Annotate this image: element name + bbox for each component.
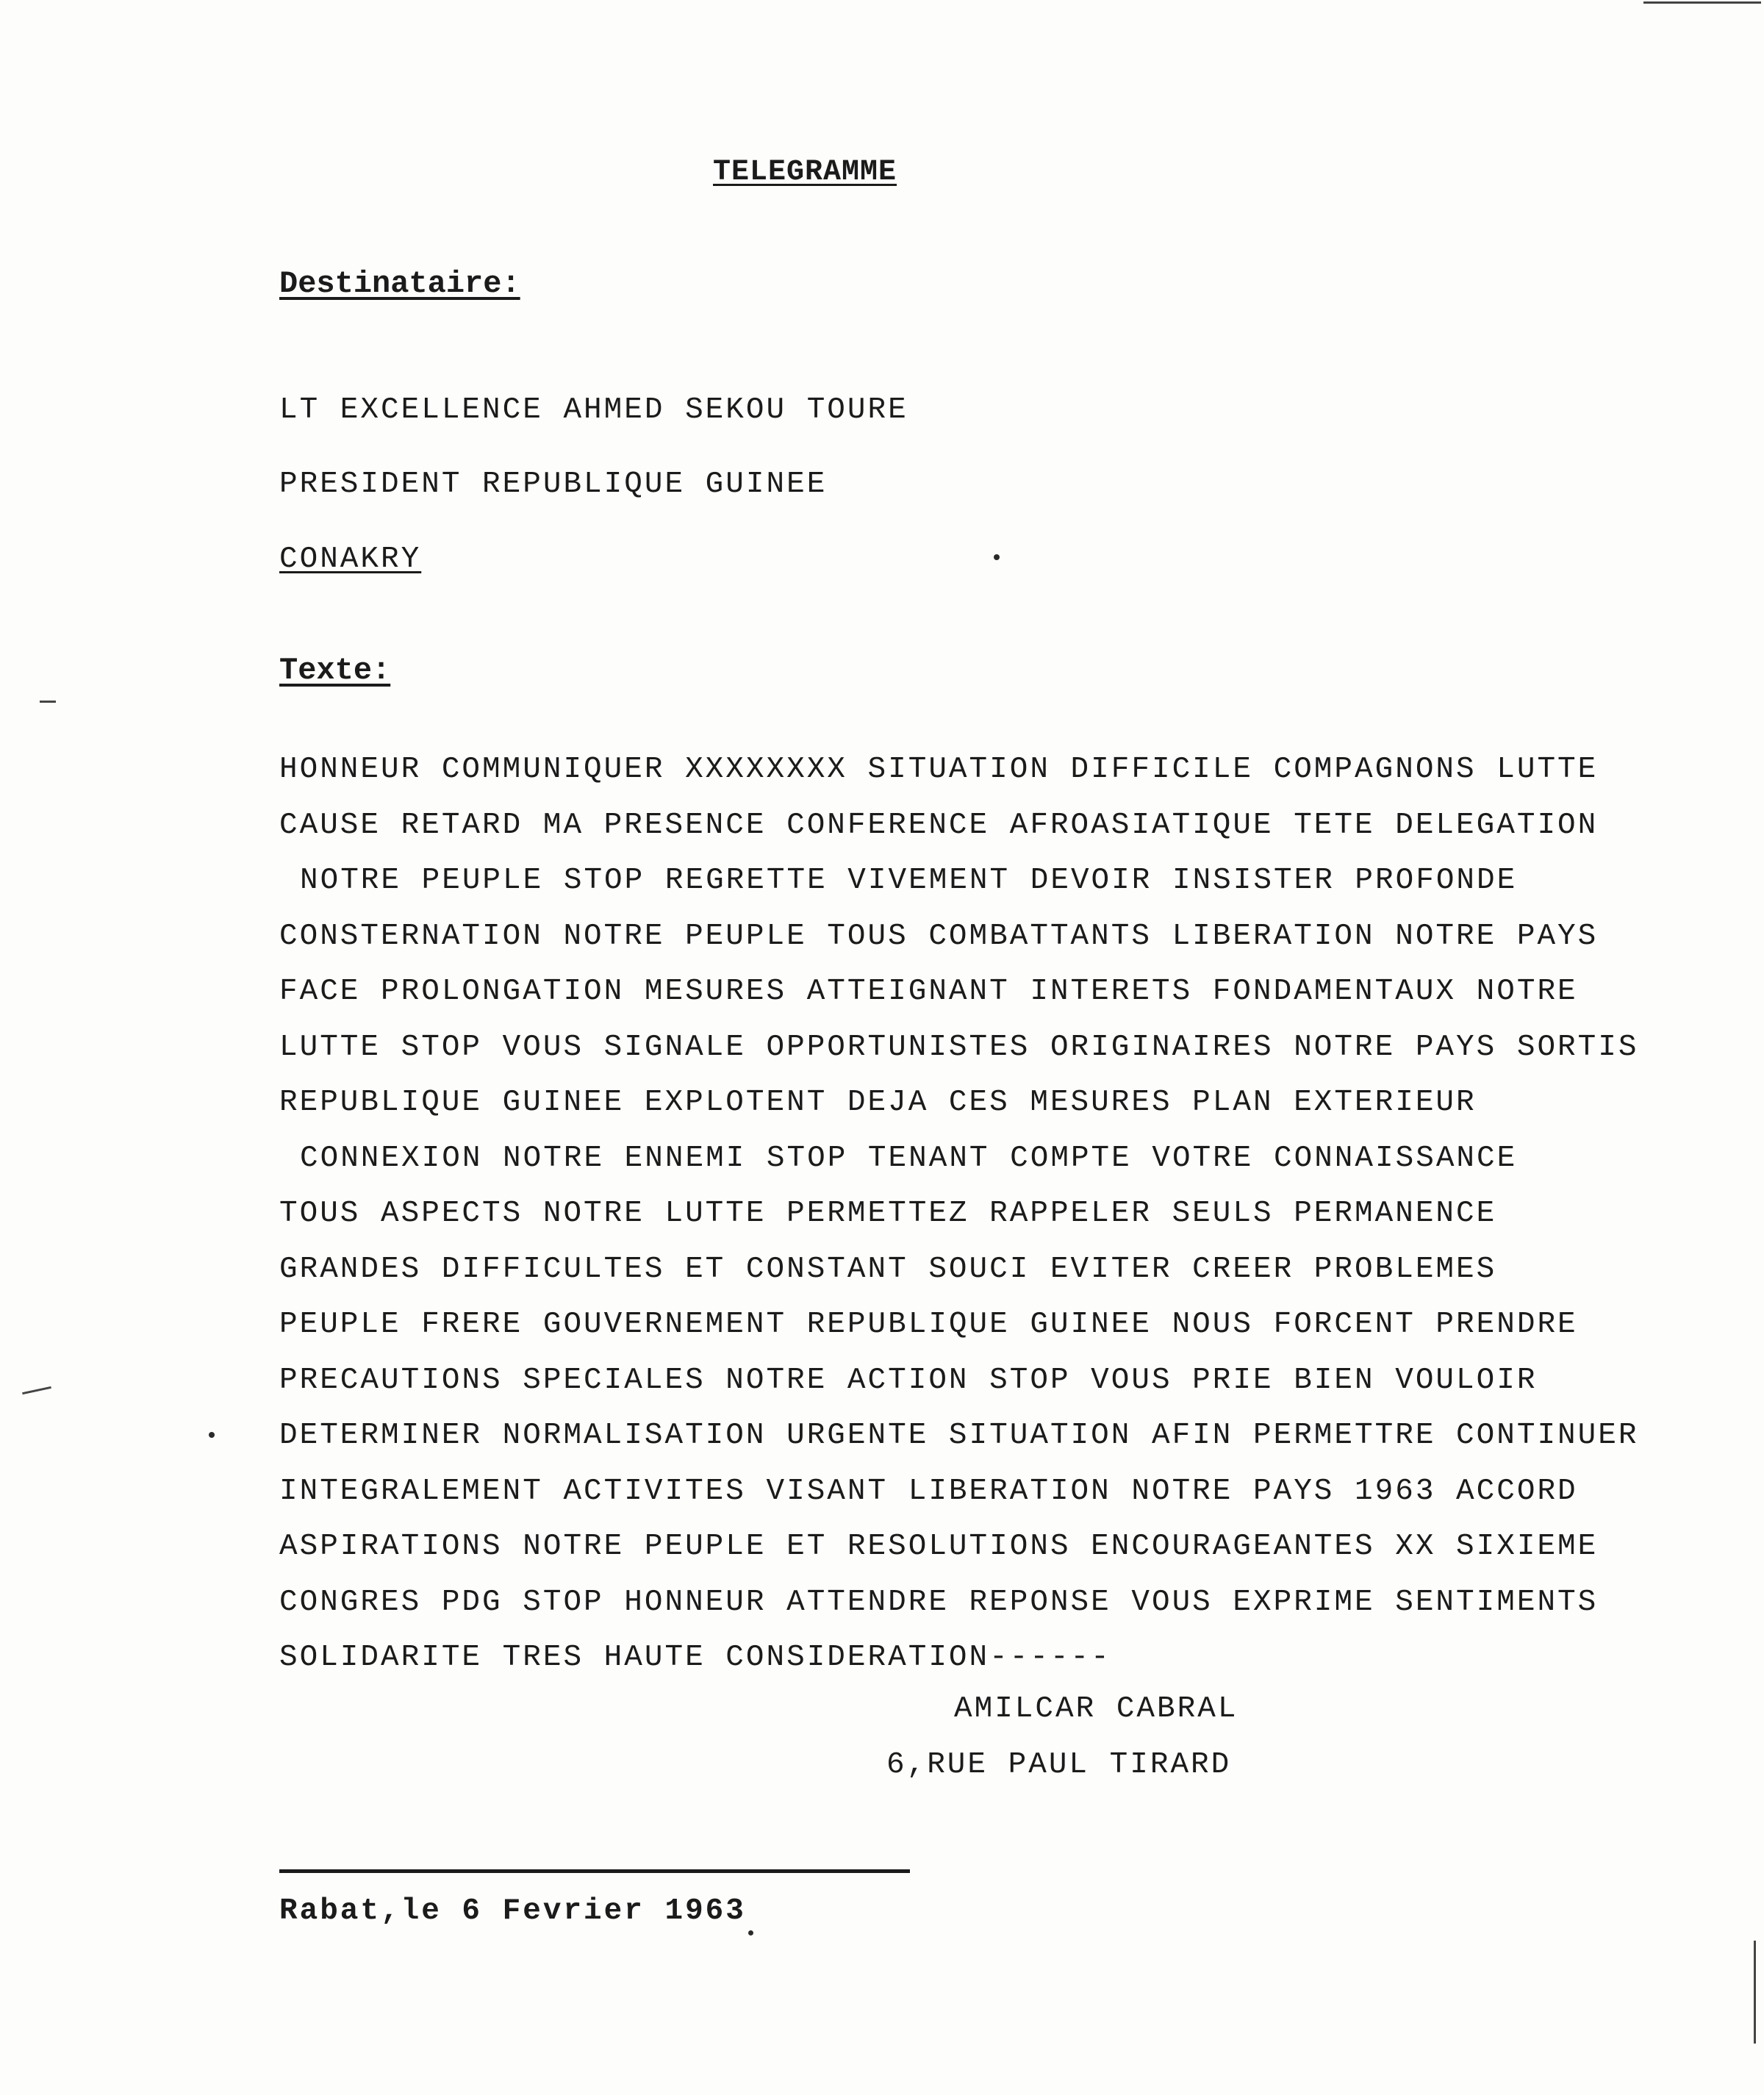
body-line: PEUPLE FRERE GOUVERNEMENT REPUBLIQUE GUINEE NOUS FORCENT PRENDRE bbox=[279, 1308, 1578, 1342]
scan-edge-mark bbox=[1643, 1, 1761, 4]
body-line: TOUS ASPECTS NOTRE LUTTE PERMETTEZ RAPPELER SEULS PERMANENCE bbox=[279, 1197, 1497, 1231]
body-line: FACE PROLONGATION MESURES ATTEIGNANT INTERETS FONDAMENTAUX NOTRE bbox=[279, 975, 1578, 1009]
body-line: REPUBLIQUE GUINEE EXPLOTENT DEJA CES MESURES PLAN EXTERIEUR bbox=[279, 1086, 1477, 1120]
recipient-city: CONAKRY bbox=[279, 542, 422, 576]
body-line: ASPIRATIONS NOTRE PEUPLE ET RESOLUTIONS ENCOURAGEANTES XX SIXIEME bbox=[279, 1530, 1599, 1564]
date-line: Rabat,le 6 Fevrier 1963 bbox=[279, 1894, 746, 1928]
scan-edge-mark bbox=[1754, 1941, 1756, 2044]
scan-edge-mark bbox=[40, 701, 56, 703]
body-line: SOLIDARITE TRES HAUTE CONSIDERATION------ bbox=[279, 1641, 1111, 1675]
body-line: CAUSE RETARD MA PRESENCE CONFERENCE AFROASIATIQUE TETE DELEGATION bbox=[279, 808, 1599, 842]
telegram-body bbox=[279, 742, 1749, 1686]
recipient-label: Destinataire: bbox=[279, 266, 520, 301]
scan-edge-mark bbox=[22, 1386, 51, 1394]
signature-address: 6,RUE PAUL TIRARD bbox=[886, 1748, 1232, 1782]
horizontal-rule bbox=[279, 1869, 910, 1873]
recipient-line-1: LT EXCELLENCE AHMED SEKOU TOURE bbox=[279, 393, 908, 427]
scan-speck bbox=[994, 554, 1000, 560]
body-line: CONSTERNATION NOTRE PEUPLE TOUS COMBATTANTS LIBERATION NOTRE PAYS bbox=[279, 919, 1599, 953]
scan-speck bbox=[748, 1930, 753, 1935]
body-line: CONNEXION NOTRE ENNEMI STOP TENANT COMPTE VOTRE CONNAISSANCE bbox=[300, 1141, 1518, 1175]
body-line: INTEGRALEMENT ACTIVITES VISANT LIBERATION NOTRE PAYS 1963 ACCORD bbox=[279, 1474, 1578, 1508]
body-line: LUTTE STOP VOUS SIGNALE OPPORTUNISTES ORIGINAIRES NOTRE PAYS SORTIS bbox=[279, 1030, 1639, 1064]
recipient-line-2: PRESIDENT REPUBLIQUE GUINEE bbox=[279, 468, 828, 501]
body-line: DETERMINER NORMALISATION URGENTE SITUATION AFIN PERMETTRE CONTINUER bbox=[279, 1419, 1639, 1453]
body-line: HONNEUR COMMUNIQUER XXXXXXXX SITUATION DIFFICILE COMPAGNONS LUTTE bbox=[279, 753, 1599, 787]
body-line: CONGRES PDG STOP HONNEUR ATTENDRE REPONSE VOUS EXPRIME SENTIMENTS bbox=[279, 1585, 1599, 1619]
scan-speck bbox=[209, 1432, 215, 1438]
text-label: Texte: bbox=[279, 653, 391, 688]
body-line: PRECAUTIONS SPECIALES NOTRE ACTION STOP VOUS PRIE BIEN VOULOIR bbox=[279, 1363, 1538, 1397]
body-line: NOTRE PEUPLE STOP REGRETTE VIVEMENT DEVOIR INSISTER PROFONDE bbox=[300, 864, 1518, 898]
body-line: GRANDES DIFFICULTES ET CONSTANT SOUCI EVITER CREER PROBLEMES bbox=[279, 1252, 1497, 1286]
document-title: TELEGRAMME bbox=[713, 156, 897, 189]
signature-name: AMILCAR CABRAL bbox=[954, 1692, 1238, 1726]
